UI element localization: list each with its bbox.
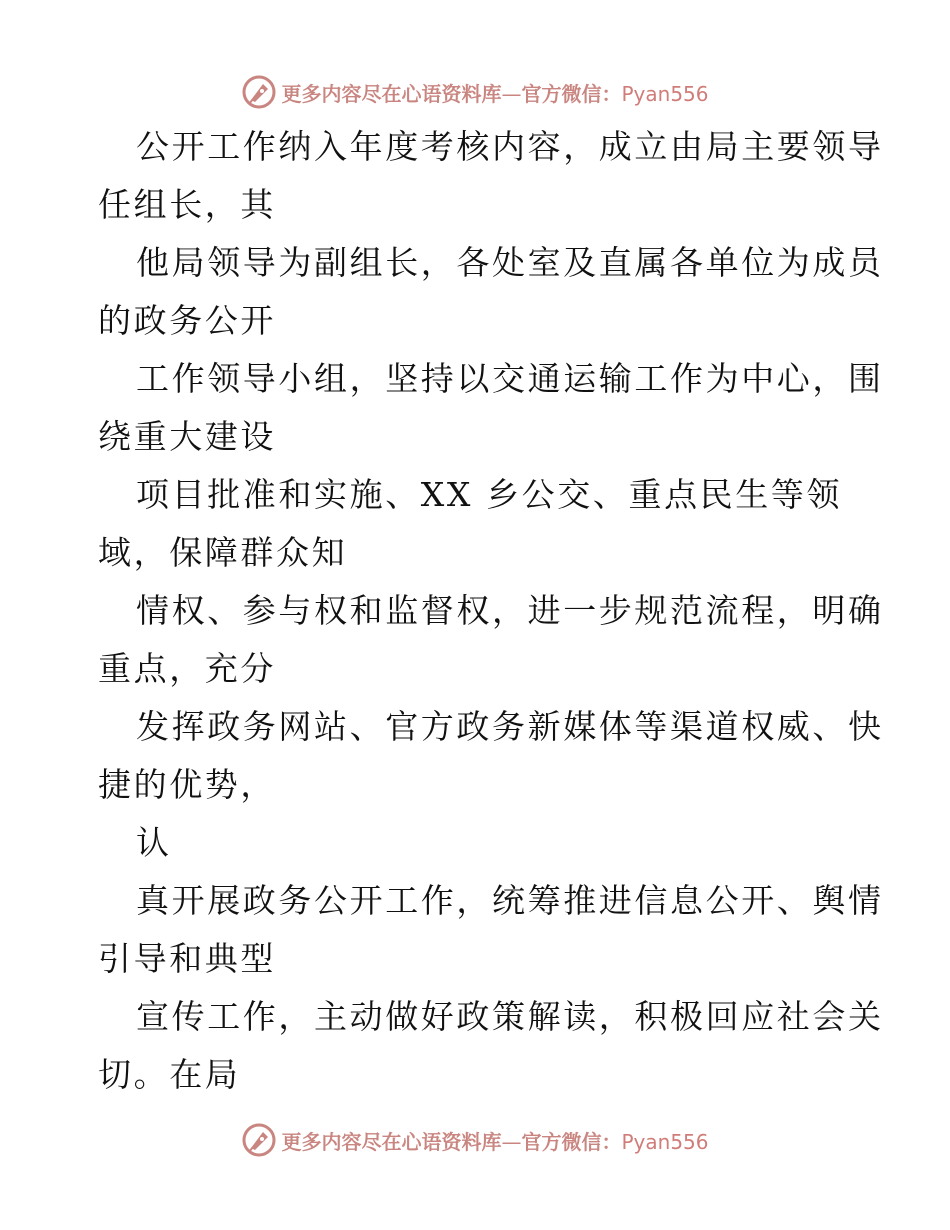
body-line: 真开展政务公开工作，统筹推进信息公开、舆情 (136, 881, 884, 920)
footer-banner-wechat-id: Pyan556 (621, 1129, 709, 1154)
header-banner-wechat-label: 官方微信： (521, 81, 622, 106)
body-line: 绕重大建设 (98, 417, 276, 456)
body-line: 项目批准和实施、XX 乡公交、重点民生等领 (136, 475, 843, 514)
body-line: 发挥政务网站、官方政务新媒体等渠道权威、快 (136, 707, 884, 746)
pen-nib-logo-icon (241, 1122, 277, 1158)
body-line: 认 (136, 823, 172, 862)
body-line: 工作领导小组，坚持以交通运输工作为中心，围 (136, 359, 884, 398)
body-line: 域，保障群众知 (98, 533, 348, 572)
body-line: 他局领导为副组长，各处室及直属各单位为成员 (136, 243, 884, 282)
document-body (98, 118, 884, 1104)
header-banner-text (281, 78, 708, 107)
body-line: 公开工作纳入年度考核内容，成立由局主要领导 (136, 127, 884, 166)
header-banner-separator: — (501, 81, 522, 106)
body-line: 重点，充分 (98, 649, 276, 688)
body-line: 的政务公开 (98, 301, 276, 340)
body-line: 切。在局 (98, 1055, 241, 1094)
footer-banner (0, 1120, 950, 1160)
footer-banner-wechat-label: 官方微信： (521, 1129, 622, 1154)
body-line: 宣传工作，主动做好政策解读，积极回应社会关 (136, 997, 884, 1036)
footer-banner-separator: — (501, 1129, 522, 1154)
pen-nib-logo-icon (241, 74, 277, 110)
header-banner-wechat-id: Pyan556 (621, 81, 709, 106)
body-line: 情权、参与权和监督权，进一步规范流程，明确 (136, 591, 884, 630)
header-banner (0, 72, 950, 112)
footer-banner-title: 更多内容尽在心语资料库 (281, 1129, 502, 1154)
body-line: 引导和典型 (98, 939, 276, 978)
footer-banner-text (281, 1126, 708, 1155)
header-banner-title: 更多内容尽在心语资料库 (281, 81, 502, 106)
body-line: 捷的优势， (98, 765, 276, 804)
body-line: 任组长，其 (98, 185, 276, 224)
